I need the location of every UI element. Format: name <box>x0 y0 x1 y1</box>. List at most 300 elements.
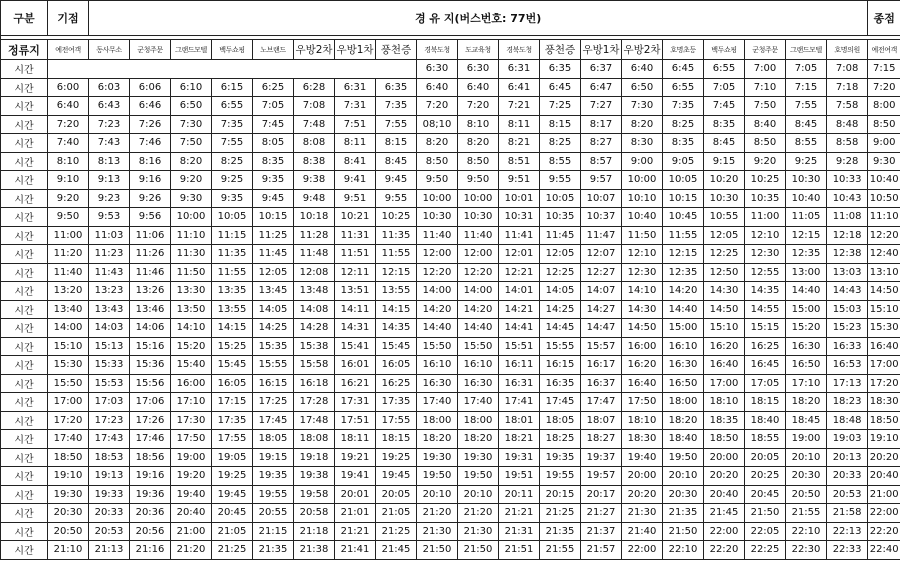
time-cell: 17:05 <box>745 374 786 393</box>
time-cell: 10:40 <box>622 208 663 227</box>
time-cell: 15:20 <box>171 337 212 356</box>
time-cell: 21:58 <box>827 504 868 523</box>
time-cell: 18:25 <box>540 430 581 449</box>
time-cell: 20:33 <box>89 504 130 523</box>
time-cell: 9:35 <box>212 189 253 208</box>
time-cell: 8:35 <box>253 152 294 171</box>
time-cell: 18:56 <box>130 448 171 467</box>
time-cell: 18:27 <box>581 430 622 449</box>
time-cell: 16:53 <box>827 356 868 375</box>
time-cell: 6:47 <box>581 78 622 97</box>
time-cell: 14:45 <box>540 319 581 338</box>
time-cell: 10:01 <box>499 189 540 208</box>
timetable-row <box>1 485 900 504</box>
stop-name-cell: 경북도청 <box>499 40 540 60</box>
stop-name-cell: 백두쇼핑 <box>212 40 253 60</box>
time-cell: 17:00 <box>868 356 900 375</box>
time-cell: 11:00 <box>745 208 786 227</box>
time-cell: 9:23 <box>89 189 130 208</box>
time-cell: 17:45 <box>540 393 581 412</box>
time-cell: 19:20 <box>171 467 212 486</box>
time-cell: 8:21 <box>499 134 540 153</box>
time-cell: 22:10 <box>786 522 827 541</box>
time-cell: 17:35 <box>212 411 253 430</box>
time-cell: 17:03 <box>89 393 130 412</box>
time-cell: 16:15 <box>540 356 581 375</box>
time-cell: 6:00 <box>48 78 89 97</box>
time-row-label: 시간 <box>1 282 48 301</box>
time-cell: 21:00 <box>171 522 212 541</box>
time-row-label: 시간 <box>1 374 48 393</box>
time-cell: 7:45 <box>704 97 745 116</box>
timetable-row <box>1 522 900 541</box>
time-cell: 08;10 <box>417 115 458 134</box>
time-cell: 7:10 <box>745 78 786 97</box>
time-cell: 7:05 <box>786 60 827 79</box>
time-cell: 11:50 <box>622 226 663 245</box>
time-cell: 11:35 <box>212 245 253 264</box>
time-cell: 20:05 <box>376 485 417 504</box>
time-cell: 8:45 <box>786 115 827 134</box>
time-cell: 7:00 <box>745 60 786 79</box>
time-cell: 19:00 <box>171 448 212 467</box>
time-cell: 16:17 <box>581 356 622 375</box>
time-cell: 19:00 <box>786 430 827 449</box>
time-cell: 14:01 <box>499 282 540 301</box>
time-cell: 14:21 <box>499 300 540 319</box>
time-cell: 14:31 <box>335 319 376 338</box>
time-cell: 9:51 <box>335 189 376 208</box>
time-cell: 12:25 <box>540 263 581 282</box>
time-cell: 20:55 <box>253 504 294 523</box>
time-cell: 19:45 <box>212 485 253 504</box>
time-cell: 10:21 <box>335 208 376 227</box>
time-row-label: 시간 <box>1 319 48 338</box>
time-cell: 15:57 <box>581 337 622 356</box>
time-cell: 14:07 <box>581 282 622 301</box>
time-cell: 16:40 <box>704 356 745 375</box>
timetable-row <box>1 78 900 97</box>
time-cell: 8:30 <box>622 134 663 153</box>
time-cell: 15:36 <box>130 356 171 375</box>
time-row-label: 시간 <box>1 467 48 486</box>
time-cell: 21:51 <box>499 541 540 560</box>
time-cell: 7:31 <box>335 97 376 116</box>
time-cell: 15:13 <box>89 337 130 356</box>
time-cell: 20:50 <box>48 522 89 541</box>
time-cell: 12:20 <box>868 226 900 245</box>
time-cell: 10:00 <box>417 189 458 208</box>
time-cell: 11:45 <box>253 245 294 264</box>
timetable-row <box>1 60 900 79</box>
time-cell: 11:40 <box>48 263 89 282</box>
time-cell: 19:15 <box>253 448 294 467</box>
time-cell: 8:25 <box>212 152 253 171</box>
time-cell: 6:06 <box>130 78 171 97</box>
time-cell: 8:58 <box>827 134 868 153</box>
time-cell: 9:00 <box>622 152 663 171</box>
time-cell: 9:25 <box>786 152 827 171</box>
time-cell: 6:35 <box>376 78 417 97</box>
time-cell: 10:05 <box>212 208 253 227</box>
time-cell: 16:10 <box>663 337 704 356</box>
time-cell: 15:15 <box>745 319 786 338</box>
time-cell: 9:30 <box>868 152 900 171</box>
time-cell: 9:13 <box>89 171 130 190</box>
time-cell: 13:20 <box>48 282 89 301</box>
time-cell: 19:10 <box>48 467 89 486</box>
time-cell: 20:20 <box>868 448 900 467</box>
stop-name-cell: 동사무소 <box>89 40 130 60</box>
time-cell <box>335 60 376 79</box>
time-cell: 12:18 <box>827 226 868 245</box>
time-row-label: 시간 <box>1 226 48 245</box>
time-cell: 20:33 <box>827 467 868 486</box>
time-cell: 16:35 <box>540 374 581 393</box>
time-cell: 15:03 <box>827 300 868 319</box>
time-cell: 15:51 <box>499 337 540 356</box>
time-cell: 11:55 <box>212 263 253 282</box>
time-cell: 13:50 <box>171 300 212 319</box>
time-cell: 16:00 <box>171 374 212 393</box>
time-cell: 6:40 <box>48 97 89 116</box>
time-cell: 9:20 <box>171 171 212 190</box>
time-cell: 6:55 <box>704 60 745 79</box>
time-cell: 9:05 <box>663 152 704 171</box>
stop-name-cell: 풍천증 <box>376 40 417 60</box>
time-cell: 15:35 <box>253 337 294 356</box>
time-cell: 17:47 <box>581 393 622 412</box>
stop-name-cell: 예전여객 <box>868 40 900 60</box>
time-cell: 21:13 <box>89 541 130 560</box>
time-cell: 12:50 <box>704 263 745 282</box>
time-cell: 17:06 <box>130 393 171 412</box>
time-cell: 19:58 <box>294 485 335 504</box>
time-cell: 13:26 <box>130 282 171 301</box>
time-cell: 7:48 <box>294 115 335 134</box>
time-cell: 19:30 <box>417 448 458 467</box>
time-cell: 7:23 <box>89 115 130 134</box>
time-cell: 9:00 <box>868 134 900 153</box>
time-cell: 10:15 <box>663 189 704 208</box>
time-cell: 9:10 <box>48 171 89 190</box>
time-cell: 10:33 <box>827 171 868 190</box>
time-cell: 16:33 <box>827 337 868 356</box>
timetable-row <box>1 245 900 264</box>
time-row-label: 시간 <box>1 78 48 97</box>
time-row-label: 시간 <box>1 356 48 375</box>
time-cell: 17:23 <box>89 411 130 430</box>
time-cell: 16:00 <box>622 337 663 356</box>
time-cell: 21:50 <box>458 541 499 560</box>
time-cell: 12:15 <box>786 226 827 245</box>
timetable-row <box>1 337 900 356</box>
time-cell: 8:20 <box>458 134 499 153</box>
time-cell: 15:23 <box>827 319 868 338</box>
time-cell: 9:25 <box>212 171 253 190</box>
timetable-row <box>1 263 900 282</box>
time-cell: 20:00 <box>622 467 663 486</box>
time-cell: 7:51 <box>335 115 376 134</box>
time-cell: 6:28 <box>294 78 335 97</box>
time-cell: 11:45 <box>540 226 581 245</box>
time-cell: 16:21 <box>335 374 376 393</box>
time-cell: 9:15 <box>704 152 745 171</box>
time-cell: 8:35 <box>704 115 745 134</box>
time-cell <box>89 60 130 79</box>
time-cell: 16:30 <box>458 374 499 393</box>
time-cell: 12:21 <box>499 263 540 282</box>
time-cell: 19:05 <box>212 448 253 467</box>
time-cell: 7:27 <box>581 97 622 116</box>
time-cell: 6:55 <box>663 78 704 97</box>
time-cell: 12:05 <box>540 245 581 264</box>
time-cell: 20:15 <box>540 485 581 504</box>
stop-name-cell: 군청주문 <box>745 40 786 60</box>
time-cell: 20:25 <box>745 467 786 486</box>
timetable-row <box>1 152 900 171</box>
time-cell: 21:50 <box>663 522 704 541</box>
time-cell: 22:05 <box>745 522 786 541</box>
time-cell: 18:50 <box>48 448 89 467</box>
time-cell: 6:30 <box>458 60 499 79</box>
time-cell: 9:41 <box>335 171 376 190</box>
time-cell: 19:03 <box>827 430 868 449</box>
time-cell: 16:01 <box>335 356 376 375</box>
time-cell: 10:15 <box>253 208 294 227</box>
time-cell: 19:35 <box>540 448 581 467</box>
time-cell: 17:00 <box>48 393 89 412</box>
time-cell: 21:41 <box>335 541 376 560</box>
time-cell: 19:40 <box>622 448 663 467</box>
time-cell: 7:50 <box>171 134 212 153</box>
time-cell: 14:50 <box>622 319 663 338</box>
timetable-row <box>1 467 900 486</box>
time-cell: 6:37 <box>581 60 622 79</box>
time-cell: 21:35 <box>540 522 581 541</box>
time-cell: 21:55 <box>540 541 581 560</box>
time-cell: 20:45 <box>212 504 253 523</box>
time-cell: 18:15 <box>745 393 786 412</box>
time-cell: 15:10 <box>704 319 745 338</box>
time-cell: 19:37 <box>581 448 622 467</box>
time-row-label: 시간 <box>1 263 48 282</box>
time-cell: 14:35 <box>376 319 417 338</box>
time-cell: 17:46 <box>130 430 171 449</box>
time-cell: 16:50 <box>786 356 827 375</box>
time-row-label: 시간 <box>1 411 48 430</box>
time-cell: 18:55 <box>745 430 786 449</box>
time-cell: 22:20 <box>868 522 900 541</box>
time-cell: 20:30 <box>48 504 89 523</box>
time-cell: 18:30 <box>622 430 663 449</box>
time-cell: 22:00 <box>622 541 663 560</box>
time-cell: 10:35 <box>745 189 786 208</box>
time-cell: 8:20 <box>417 134 458 153</box>
time-cell: 16:31 <box>499 374 540 393</box>
time-cell: 17:40 <box>417 393 458 412</box>
time-cell: 18:23 <box>827 393 868 412</box>
time-cell: 14:15 <box>376 300 417 319</box>
time-cell: 6:31 <box>499 60 540 79</box>
time-cell: 14:30 <box>622 300 663 319</box>
time-cell: 21:35 <box>663 504 704 523</box>
time-cell: 21:05 <box>212 522 253 541</box>
time-cell: 20:00 <box>704 448 745 467</box>
time-cell: 19:55 <box>253 485 294 504</box>
time-cell: 6:45 <box>663 60 704 79</box>
time-cell: 10:37 <box>581 208 622 227</box>
time-cell: 15:50 <box>458 337 499 356</box>
time-cell: 21:27 <box>581 504 622 523</box>
time-cell: 20:30 <box>786 467 827 486</box>
time-cell: 12:15 <box>663 245 704 264</box>
time-cell: 21:50 <box>745 504 786 523</box>
time-cell: 16:05 <box>212 374 253 393</box>
time-cell: 18:40 <box>745 411 786 430</box>
time-cell: 12:35 <box>786 245 827 264</box>
time-cell: 9:16 <box>130 171 171 190</box>
time-cell: 8:05 <box>253 134 294 153</box>
time-cell: 8:50 <box>458 152 499 171</box>
time-cell: 14:15 <box>212 319 253 338</box>
time-cell: 15:41 <box>335 337 376 356</box>
time-cell: 14:43 <box>827 282 868 301</box>
time-cell: 19:50 <box>663 448 704 467</box>
time-cell: 14:30 <box>704 282 745 301</box>
time-cell: 11:40 <box>458 226 499 245</box>
time-cell: 7:18 <box>827 78 868 97</box>
time-cell: 18:20 <box>786 393 827 412</box>
time-cell: 17:13 <box>827 374 868 393</box>
time-cell: 7:20 <box>48 115 89 134</box>
time-cell: 6:15 <box>212 78 253 97</box>
time-cell: 7:20 <box>417 97 458 116</box>
time-cell: 14:40 <box>663 300 704 319</box>
stop-name-cell: 백두쇼핑 <box>704 40 745 60</box>
time-cell: 13:43 <box>89 300 130 319</box>
time-cell: 7:43 <box>89 134 130 153</box>
time-cell: 11:10 <box>171 226 212 245</box>
time-cell: 19:25 <box>376 448 417 467</box>
time-cell: 11:10 <box>868 208 900 227</box>
time-cell: 15:45 <box>376 337 417 356</box>
time-cell: 20:56 <box>130 522 171 541</box>
time-row-label: 시간 <box>1 115 48 134</box>
time-cell: 18:30 <box>868 393 900 412</box>
time-cell: 21:05 <box>376 504 417 523</box>
time-cell: 12:00 <box>458 245 499 264</box>
time-cell: 12:30 <box>622 263 663 282</box>
time-cell: 8:35 <box>663 134 704 153</box>
time-cell: 6:46 <box>130 97 171 116</box>
time-cell: 8:38 <box>294 152 335 171</box>
time-cell: 10:10 <box>622 189 663 208</box>
time-cell: 9:50 <box>48 208 89 227</box>
terminus-header: 종점 <box>868 1 900 36</box>
time-cell: 21:25 <box>540 504 581 523</box>
time-cell: 7:35 <box>212 115 253 134</box>
time-row-label: 시간 <box>1 448 48 467</box>
time-cell <box>171 60 212 79</box>
time-cell: 13:45 <box>253 282 294 301</box>
time-cell: 11:25 <box>253 226 294 245</box>
time-cell: 7:55 <box>786 97 827 116</box>
timetable-row <box>1 226 900 245</box>
time-cell: 15:58 <box>294 356 335 375</box>
time-cell: 9:45 <box>376 171 417 190</box>
time-cell: 11:26 <box>130 245 171 264</box>
time-cell: 6:40 <box>622 60 663 79</box>
timetable-row <box>1 300 900 319</box>
time-cell: 19:55 <box>540 467 581 486</box>
time-cell: 20:50 <box>786 485 827 504</box>
time-cell: 8:45 <box>376 152 417 171</box>
time-cell: 8:55 <box>540 152 581 171</box>
time-cell: 14:47 <box>581 319 622 338</box>
time-cell: 13:51 <box>335 282 376 301</box>
time-cell: 14:27 <box>581 300 622 319</box>
time-row-label: 시간 <box>1 245 48 264</box>
time-cell: 13:30 <box>171 282 212 301</box>
time-cell: 21:57 <box>581 541 622 560</box>
stop-header-row <box>1 40 900 60</box>
time-cell: 8:13 <box>89 152 130 171</box>
time-cell: 12:30 <box>745 245 786 264</box>
time-cell: 13:35 <box>212 282 253 301</box>
time-cell: 18:05 <box>253 430 294 449</box>
time-cell: 19:51 <box>499 467 540 486</box>
time-row-label: 시간 <box>1 522 48 541</box>
time-cell: 10:05 <box>663 171 704 190</box>
time-cell: 20:10 <box>786 448 827 467</box>
time-cell: 9:50 <box>458 171 499 190</box>
time-cell: 21:21 <box>499 504 540 523</box>
stop-name-cell: 군청주문 <box>130 40 171 60</box>
time-cell: 20:10 <box>458 485 499 504</box>
time-cell: 21:45 <box>376 541 417 560</box>
time-cell: 7:46 <box>130 134 171 153</box>
stop-name-cell: 호명의원 <box>827 40 868 60</box>
stop-name-cell: 우방2차 <box>622 40 663 60</box>
time-cell: 20:40 <box>171 504 212 523</box>
time-cell: 19:30 <box>458 448 499 467</box>
time-cell: 19:10 <box>868 430 900 449</box>
time-cell: 7:21 <box>499 97 540 116</box>
time-cell: 22:13 <box>827 522 868 541</box>
time-cell: 9:28 <box>827 152 868 171</box>
time-cell: 16:50 <box>663 374 704 393</box>
time-cell: 13:10 <box>868 263 900 282</box>
time-cell: 6:50 <box>622 78 663 97</box>
time-cell: 6:55 <box>212 97 253 116</box>
time-cell: 10:55 <box>704 208 745 227</box>
time-cell: 15:25 <box>212 337 253 356</box>
time-cell: 10:18 <box>294 208 335 227</box>
time-cell: 10:07 <box>581 189 622 208</box>
time-cell: 16:10 <box>417 356 458 375</box>
time-cell: 11:41 <box>499 226 540 245</box>
time-cell: 15:56 <box>130 374 171 393</box>
time-cell: 10:30 <box>458 208 499 227</box>
time-cell: 18:15 <box>376 430 417 449</box>
time-cell: 13:03 <box>827 263 868 282</box>
time-cell: 16:10 <box>458 356 499 375</box>
time-cell: 20:45 <box>745 485 786 504</box>
time-cell: 8:11 <box>499 115 540 134</box>
time-cell: 11:28 <box>294 226 335 245</box>
time-row-label: 시간 <box>1 430 48 449</box>
